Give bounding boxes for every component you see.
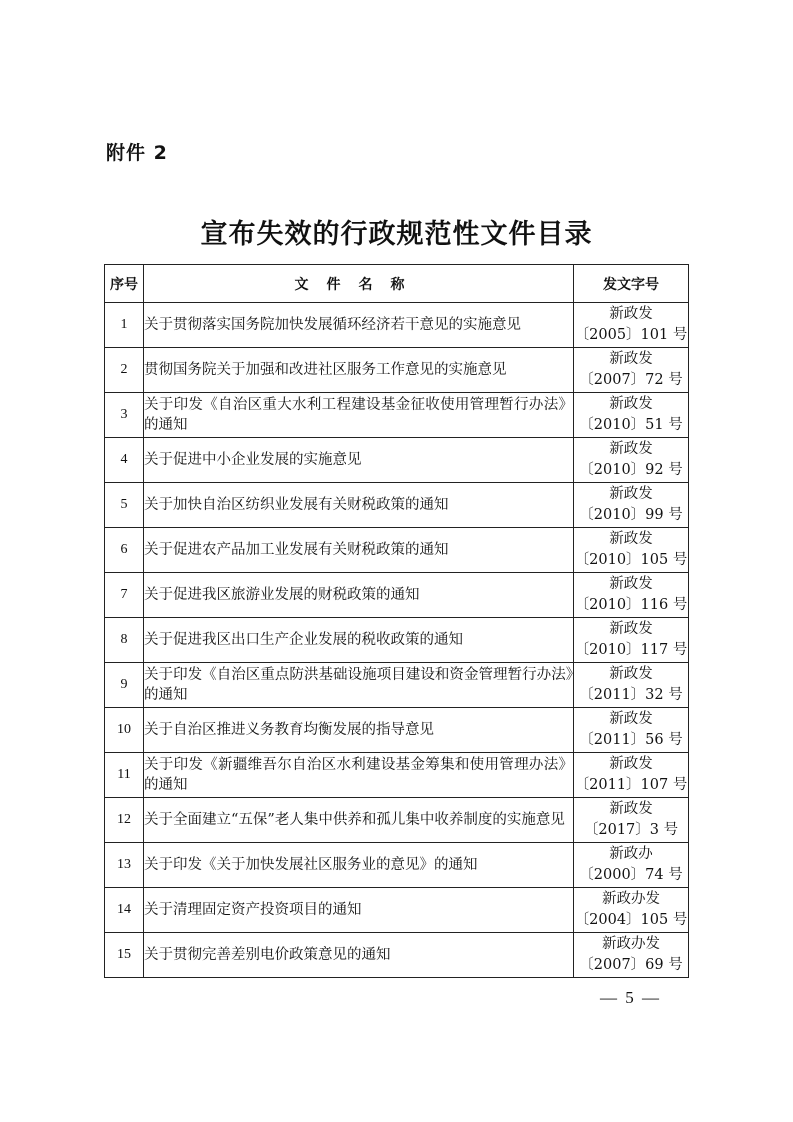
doc-issuer: 新政发 [609, 621, 653, 637]
table-row [105, 303, 689, 348]
row-document-number [574, 573, 689, 618]
row-serial-number: 7 [105, 573, 144, 618]
row-document-name: 贯彻国务院关于加强和改进社区服务工作意见的实施意见 [144, 348, 574, 393]
row-serial-number: 13 [105, 843, 144, 888]
row-document-number [574, 528, 689, 573]
row-document-number [574, 663, 689, 708]
row-serial-number: 9 [105, 663, 144, 708]
row-document-name: 关于贯彻落实国务院加快发展循环经济若干意见的实施意见 [144, 303, 574, 348]
doc-serial: 〔2011〕32 号 [579, 687, 683, 703]
doc-issuer: 新政发 [609, 801, 653, 817]
doc-issuer: 新政发 [609, 576, 653, 592]
doc-issuer: 新政发 [609, 711, 653, 727]
row-serial-number: 6 [105, 528, 144, 573]
table-row [105, 573, 689, 618]
doc-issuer: 新政发 [609, 396, 653, 412]
row-serial-number: 4 [105, 438, 144, 483]
table-row [105, 798, 689, 843]
header-document-name: 文件名称 [144, 265, 574, 303]
row-serial-number: 15 [105, 933, 144, 978]
row-document-name: 关于印发《自治区重点防洪基础设施项目建设和资金管理暂行办法》的通知 [144, 663, 574, 708]
doc-serial: 〔2010〕92 号 [579, 462, 683, 478]
row-document-name: 关于印发《新疆维吾尔自治区水利建设基金筹集和使用管理办法》的通知 [144, 753, 574, 798]
row-document-name: 关于清理固定资产投资项目的通知 [144, 888, 574, 933]
doc-issuer: 新政发 [609, 756, 653, 772]
row-document-name: 关于促进我区出口生产企业发展的税收政策的通知 [144, 618, 574, 663]
table-row [105, 888, 689, 933]
document-title: 宣布失效的行政规范性文件目录 [200, 219, 593, 250]
doc-issuer: 新政发 [609, 306, 653, 322]
doc-serial: 〔2007〕72 号 [579, 372, 683, 388]
doc-serial: 〔2000〕74 号 [579, 867, 683, 883]
row-serial-number: 10 [105, 708, 144, 753]
row-document-name: 关于贯彻完善差别电价政策意见的通知 [144, 933, 574, 978]
row-serial-number: 11 [105, 753, 144, 798]
row-document-number [574, 843, 689, 888]
invalid-documents-table [104, 264, 689, 978]
table-header-row [105, 265, 689, 303]
table-row [105, 393, 689, 438]
table-row [105, 753, 689, 798]
attachment-label: 附件 2 [106, 142, 168, 164]
row-document-number [574, 483, 689, 528]
row-document-number [574, 618, 689, 663]
doc-serial: 〔2010〕51 号 [579, 417, 683, 433]
row-document-name: 关于加快自治区纺织业发展有关财税政策的通知 [144, 483, 574, 528]
doc-issuer: 新政发 [609, 441, 653, 457]
doc-serial: 〔2017〕3 号 [583, 822, 679, 838]
row-serial-number: 2 [105, 348, 144, 393]
row-document-name: 关于印发《自治区重大水利工程建设基金征收使用管理暂行办法》的通知 [144, 393, 574, 438]
header-document-number: 发文字号 [574, 265, 689, 303]
table-row [105, 843, 689, 888]
table-row [105, 663, 689, 708]
doc-serial: 〔2004〕105 号 [574, 912, 688, 928]
table-row [105, 933, 689, 978]
doc-issuer: 新政发 [609, 666, 653, 682]
doc-serial: 〔2010〕105 号 [574, 552, 688, 568]
row-serial-number: 1 [105, 303, 144, 348]
row-serial-number: 5 [105, 483, 144, 528]
doc-serial: 〔2010〕116 号 [574, 597, 688, 613]
table-row [105, 618, 689, 663]
row-serial-number: 8 [105, 618, 144, 663]
row-document-name: 关于促进农产品加工业发展有关财税政策的通知 [144, 528, 574, 573]
row-document-name: 关于促进中小企业发展的实施意见 [144, 438, 574, 483]
row-document-number [574, 393, 689, 438]
doc-issuer: 新政发 [609, 486, 653, 502]
doc-issuer: 新政办 [609, 846, 653, 862]
doc-serial: 〔2010〕99 号 [579, 507, 683, 523]
doc-issuer: 新政发 [609, 531, 653, 547]
row-document-number [574, 753, 689, 798]
table-row [105, 708, 689, 753]
doc-serial: 〔2011〕56 号 [579, 732, 683, 748]
row-document-number [574, 798, 689, 843]
row-serial-number: 3 [105, 393, 144, 438]
doc-issuer: 新政发 [609, 351, 653, 367]
doc-serial: 〔2007〕69 号 [579, 957, 683, 973]
table-row [105, 438, 689, 483]
row-document-number [574, 348, 689, 393]
row-document-number [574, 888, 689, 933]
row-document-number [574, 708, 689, 753]
row-serial-number: 14 [105, 888, 144, 933]
header-serial-number: 序号 [105, 265, 144, 303]
doc-serial: 〔2005〕101 号 [574, 327, 688, 343]
row-document-name: 关于印发《关于加快发展社区服务业的意见》的通知 [144, 843, 574, 888]
table-row [105, 483, 689, 528]
row-document-name: 关于促进我区旅游业发展的财税政策的通知 [144, 573, 574, 618]
row-document-number [574, 933, 689, 978]
page-number: — 5 — [600, 988, 661, 1007]
doc-serial: 〔2011〕107 号 [574, 777, 688, 793]
row-document-name: 关于自治区推进义务教育均衡发展的指导意见 [144, 708, 574, 753]
row-document-name: 关于全面建立“五保”老人集中供养和孤儿集中收养制度的实施意见 [144, 798, 574, 843]
row-serial-number: 12 [105, 798, 144, 843]
doc-serial: 〔2010〕117 号 [574, 642, 688, 658]
table-row [105, 348, 689, 393]
doc-issuer: 新政办发 [602, 936, 660, 952]
doc-issuer: 新政办发 [602, 891, 660, 907]
row-document-number [574, 303, 689, 348]
row-document-number [574, 438, 689, 483]
table-row [105, 528, 689, 573]
